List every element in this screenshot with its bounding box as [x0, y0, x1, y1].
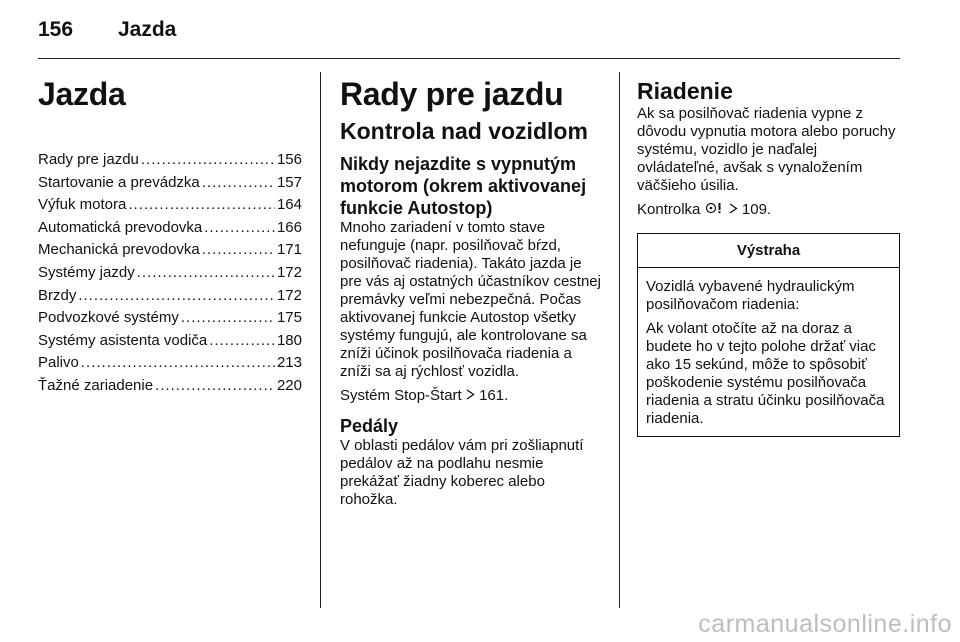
toc-entry-title: Systémy jazdy — [38, 263, 135, 281]
toc-entry-page: 220 — [276, 376, 302, 394]
toc-column — [38, 72, 302, 398]
pedals-heading: Pedály — [340, 416, 399, 436]
toc-entry[interactable] — [38, 285, 302, 308]
toc-entry[interactable] — [38, 262, 302, 285]
indicator-reference: Kontrolka 109. — [637, 201, 772, 218]
toc-entry[interactable] — [38, 172, 302, 195]
toc-entry-page: 213 — [276, 354, 302, 372]
column-divider — [619, 72, 620, 608]
toc-entry-page: 172 — [276, 263, 302, 281]
toc-leader-dots — [202, 172, 275, 195]
toc-entry-page: 175 — [276, 309, 302, 327]
toc-entry-title: Podvozkové systémy — [38, 309, 179, 327]
toc-entry-title: Ťažné zariadenie — [38, 376, 154, 394]
toc-leader-dots — [204, 217, 275, 240]
steering-warning-icon — [705, 201, 725, 219]
toc-entry-title: Systémy asistenta vodiča — [38, 331, 208, 349]
toc-entry[interactable] — [38, 307, 302, 330]
toc-entry-page: 180 — [276, 331, 302, 349]
toc-leader-dots — [202, 239, 275, 262]
page-reference-icon — [729, 201, 738, 219]
toc-leader-dots — [181, 307, 275, 330]
toc-entry[interactable] — [38, 239, 302, 262]
engine-off-heading: Nikdy nejazdite s vypnutým motorom (okrem aktivovanej funkcie Autostop) — [340, 154, 587, 218]
toc-entry-title: Palivo — [38, 354, 79, 372]
table-of-contents — [38, 149, 302, 398]
chapter-heading: Jazda — [38, 76, 126, 112]
header-rule — [38, 58, 900, 59]
toc-entry[interactable] — [38, 330, 302, 353]
toc-entry-page: 172 — [276, 286, 302, 304]
toc-entry[interactable] — [38, 217, 302, 240]
page-reference-icon — [466, 387, 475, 405]
toc-leader-dots — [78, 285, 275, 308]
toc-leader-dots — [141, 149, 275, 172]
toc-entry-title: Automatická prevodovka — [38, 218, 203, 236]
toc-entry[interactable] — [38, 194, 302, 217]
pedals-text: V oblasti pedálov vám pri zošliapnutí pedálov až na podlahu nesmie prekážať žiadny koberec alebo rohožka. — [340, 437, 584, 508]
section-title: Rady pre jazdu — [340, 76, 564, 112]
toc-leader-dots — [155, 375, 275, 398]
toc-leader-dots — [81, 352, 275, 375]
warning-text: Ak volant otočíte až na doraz a budete ho v tejto polohe držať viac ako 15 sekúnd, môže to spôsobiť poškodenie systému posilňovača riadenia a stratu účinku posilňovača riadenia. — [646, 320, 885, 427]
subsection-title: Kontrola nad vozidlom — [340, 118, 588, 144]
toc-entry-page: 156 — [276, 151, 302, 168]
warning-heading: Výstraha — [638, 234, 899, 268]
toc-entry-title: Mechanická prevodovka — [38, 241, 200, 259]
page-number: 156 — [38, 18, 74, 41]
toc-entry-title: Brzdy — [38, 286, 77, 304]
page-header — [38, 18, 900, 46]
toc-leader-dots — [209, 330, 275, 353]
toc-leader-dots — [137, 262, 275, 285]
toc-entry-page: 166 — [276, 218, 302, 236]
warning-box — [637, 233, 900, 437]
toc-entry-page: 171 — [276, 241, 302, 259]
column-divider — [320, 72, 321, 608]
page-reference-link[interactable]: 109. — [741, 201, 772, 218]
steering-text: Ak sa posilňovač riadenia vypne z dôvodu vypnutia motora alebo poruchy systému, vozidlo je naďalej ovládateľné, avšak s vynaložením väčšieho úsilia. — [637, 105, 896, 194]
toc-entry-title: Výfuk motora — [38, 196, 127, 214]
chapter-title: Jazda — [118, 18, 177, 41]
toc-leader-dots — [128, 194, 275, 217]
toc-entry-page: 164 — [276, 196, 302, 214]
warning-body — [638, 268, 899, 436]
steering-heading: Riadenie — [637, 78, 733, 104]
toc-entry-title: Rady pre jazdu — [38, 151, 139, 168]
engine-off-text: Mnoho zariadení v tomto stave nefunguje (napr. posilňovač bŕzd, posilňovač riadenia). Takáto jazda je pre vás aj ostatných účastníkov cestnej premávky veľmi nebezpečná. Počas aktivovanej funkcie Autostop všetky systémy fungujú, ale kontrolovane sa zníži účinok posilňovača riadenia a zníži sa aj rýchlosť vozidla. — [340, 219, 601, 380]
steering-column — [637, 72, 900, 437]
page-reference-link[interactable]: 161. — [479, 387, 509, 404]
stop-start-reference: Systém Stop-Štart 161. — [340, 387, 509, 404]
toc-entry-page: 157 — [276, 173, 302, 191]
toc-entry[interactable] — [38, 375, 302, 398]
driving-tips-column — [340, 72, 606, 509]
toc-entry[interactable] — [38, 149, 302, 172]
toc-entry-title: Startovanie a prevádzka — [38, 173, 200, 191]
warning-text: Vozidlá vybavené hydraulickým posilňovačom riadenia: — [646, 278, 855, 313]
toc-entry[interactable] — [38, 352, 302, 375]
watermark: carmanualsonline.info — [698, 610, 952, 638]
